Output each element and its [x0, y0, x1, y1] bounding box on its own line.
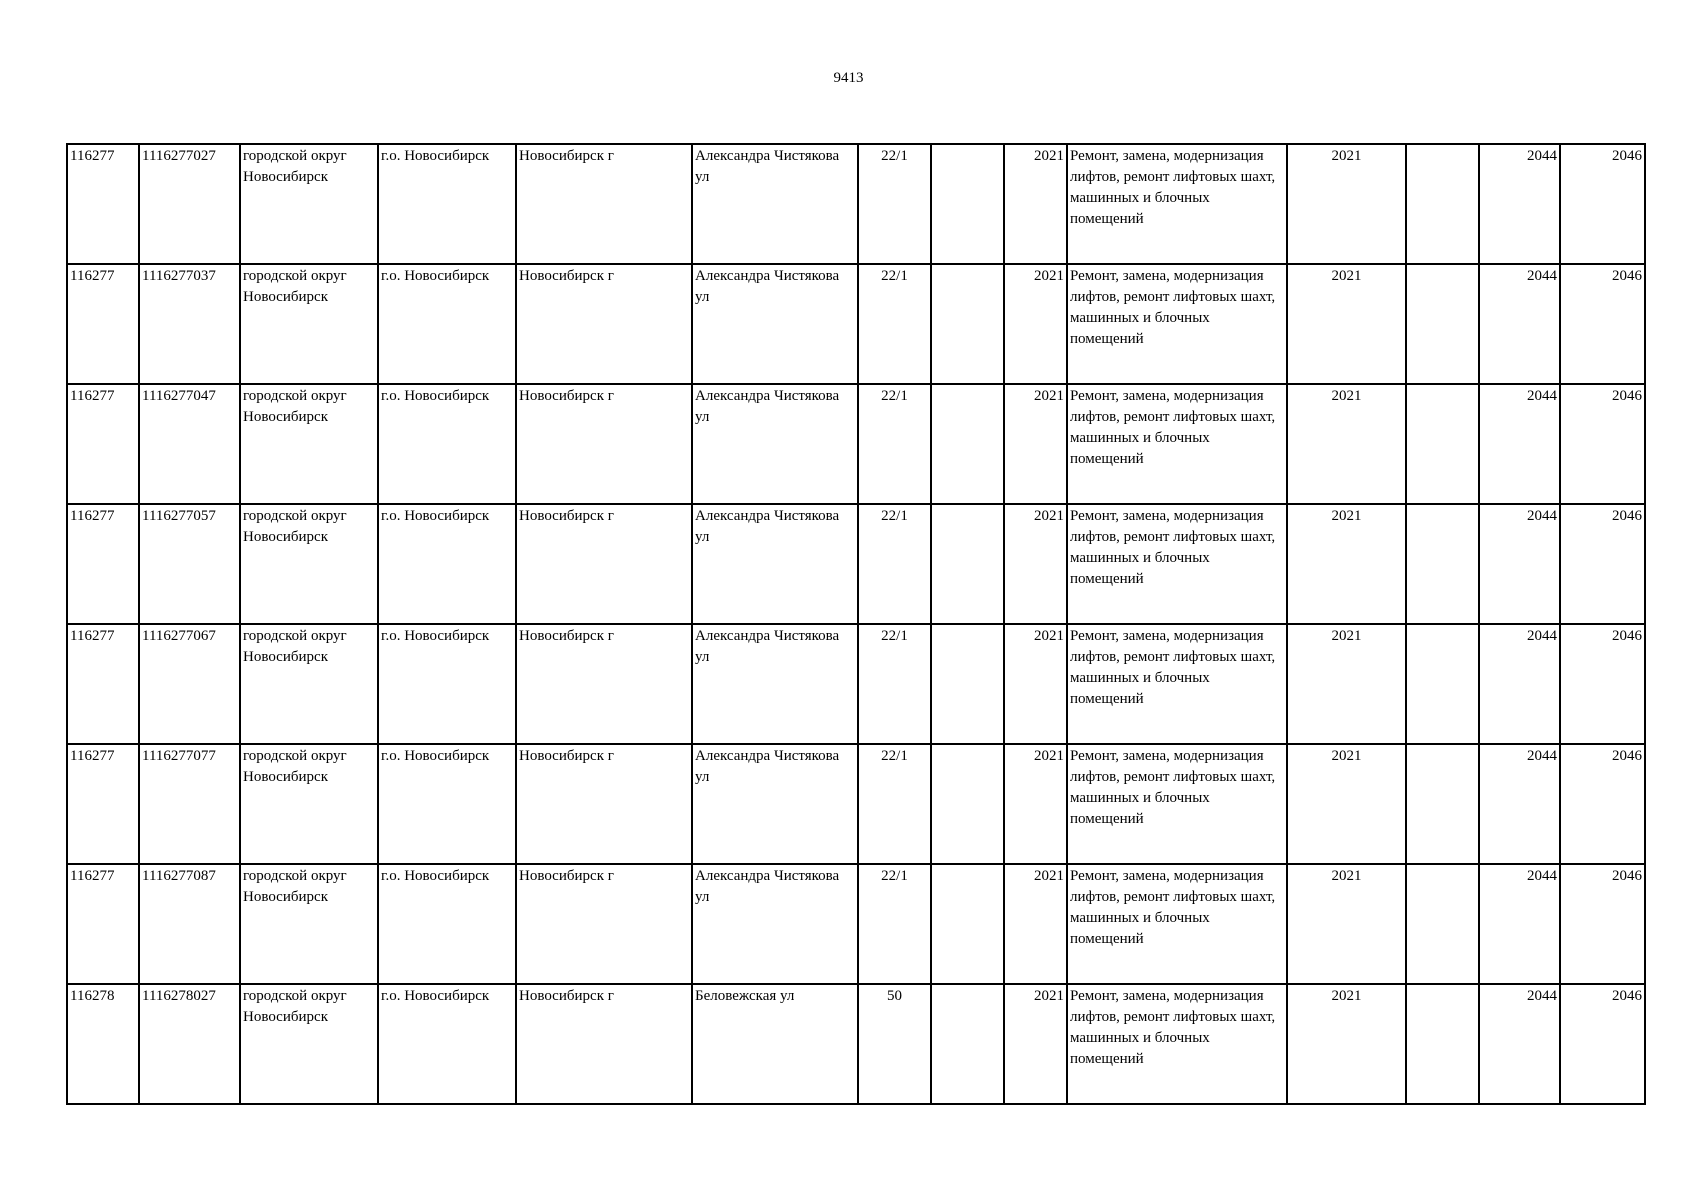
cell-work-type: Ремонт, замена, модернизация лифтов, ремонт лифтовых шахт, машинных и блочных помещений: [1067, 624, 1287, 744]
cell-street: Александра Чистякова ул: [692, 744, 858, 864]
cell-empty: [931, 504, 1004, 624]
cell-code: 1116277047: [139, 384, 240, 504]
cell-settlement: Новосибирск г: [516, 144, 692, 264]
cell-id: 116277: [67, 864, 139, 984]
cell-id: 116277: [67, 264, 139, 384]
cell-plan-year: 2021: [1287, 624, 1406, 744]
cell-empty: [931, 624, 1004, 744]
cell-municipality: г.о. Новосибирск: [378, 984, 516, 1104]
cell-id: 116277: [67, 384, 139, 504]
cell-house: 22/1: [858, 624, 931, 744]
cell-plan-year: 2021: [1287, 504, 1406, 624]
cell-code: 1116277027: [139, 144, 240, 264]
cell-district: городской округ Новосибирск: [240, 144, 378, 264]
table-row: [67, 384, 1645, 504]
cell-empty: [931, 744, 1004, 864]
cell-municipality: г.о. Новосибирск: [378, 864, 516, 984]
cell-code: 1116277087: [139, 864, 240, 984]
cell-empty: [1406, 264, 1479, 384]
cell-id: 116277: [67, 744, 139, 864]
cell-district: городской округ Новосибирск: [240, 624, 378, 744]
cell-code: 1116277037: [139, 264, 240, 384]
cell-district: городской округ Новосибирск: [240, 864, 378, 984]
cell-id: 116277: [67, 504, 139, 624]
cell-year-from: 2044: [1479, 624, 1560, 744]
cell-year: 2021: [1004, 144, 1067, 264]
cell-empty: [931, 984, 1004, 1104]
page-number: 9413: [833, 70, 864, 86]
cell-municipality: г.о. Новосибирск: [378, 744, 516, 864]
cell-empty: [1406, 504, 1479, 624]
cell-year-from: 2044: [1479, 504, 1560, 624]
cell-district: городской округ Новосибирск: [240, 504, 378, 624]
cell-empty: [1406, 984, 1479, 1104]
cell-house: 22/1: [858, 864, 931, 984]
cell-year-to: 2046: [1560, 144, 1645, 264]
cell-settlement: Новосибирск г: [516, 624, 692, 744]
cell-street: Александра Чистякова ул: [692, 624, 858, 744]
cell-house: 22/1: [858, 264, 931, 384]
cell-house: 22/1: [858, 384, 931, 504]
cell-year-to: 2046: [1560, 384, 1645, 504]
cell-empty: [1406, 384, 1479, 504]
cell-empty: [931, 264, 1004, 384]
cell-district: городской округ Новосибирск: [240, 264, 378, 384]
cell-municipality: г.о. Новосибирск: [378, 384, 516, 504]
cell-year: 2021: [1004, 984, 1067, 1104]
cell-code: 1116277067: [139, 624, 240, 744]
table-row: [67, 864, 1645, 984]
cell-street: Александра Чистякова ул: [692, 384, 858, 504]
cell-year-to: 2046: [1560, 264, 1645, 384]
cell-year: 2021: [1004, 624, 1067, 744]
cell-year-to: 2046: [1560, 504, 1645, 624]
cell-district: городской округ Новосибирск: [240, 984, 378, 1104]
cell-work-type: Ремонт, замена, модернизация лифтов, ремонт лифтовых шахт, машинных и блочных помещений: [1067, 144, 1287, 264]
cell-id: 116277: [67, 144, 139, 264]
cell-house: 22/1: [858, 744, 931, 864]
cell-empty: [931, 384, 1004, 504]
cell-id: 116278: [67, 984, 139, 1104]
cell-year-from: 2044: [1479, 264, 1560, 384]
table-row: [67, 264, 1645, 384]
cell-work-type: Ремонт, замена, модернизация лифтов, ремонт лифтовых шахт, машинных и блочных помещений: [1067, 984, 1287, 1104]
cell-year: 2021: [1004, 744, 1067, 864]
cell-year-to: 2046: [1560, 744, 1645, 864]
cell-settlement: Новосибирск г: [516, 864, 692, 984]
cell-year-from: 2044: [1479, 984, 1560, 1104]
cell-work-type: Ремонт, замена, модернизация лифтов, ремонт лифтовых шахт, машинных и блочных помещений: [1067, 264, 1287, 384]
cell-work-type: Ремонт, замена, модернизация лифтов, ремонт лифтовых шахт, машинных и блочных помещений: [1067, 864, 1287, 984]
cell-year-to: 2046: [1560, 864, 1645, 984]
cell-house: 50: [858, 984, 931, 1104]
table-row: [67, 144, 1645, 264]
registry-table: [66, 143, 1646, 1105]
cell-plan-year: 2021: [1287, 864, 1406, 984]
cell-plan-year: 2021: [1287, 384, 1406, 504]
cell-settlement: Новосибирск г: [516, 384, 692, 504]
table-row: [67, 504, 1645, 624]
cell-settlement: Новосибирск г: [516, 504, 692, 624]
cell-year-from: 2044: [1479, 864, 1560, 984]
cell-year: 2021: [1004, 384, 1067, 504]
cell-street: Александра Чистякова ул: [692, 504, 858, 624]
cell-municipality: г.о. Новосибирск: [378, 144, 516, 264]
cell-municipality: г.о. Новосибирск: [378, 504, 516, 624]
cell-year-to: 2046: [1560, 984, 1645, 1104]
cell-house: 22/1: [858, 144, 931, 264]
cell-settlement: Новосибирск г: [516, 744, 692, 864]
cell-work-type: Ремонт, замена, модернизация лифтов, ремонт лифтовых шахт, машинных и блочных помещений: [1067, 384, 1287, 504]
cell-year-from: 2044: [1479, 144, 1560, 264]
cell-year: 2021: [1004, 864, 1067, 984]
table-row: [67, 744, 1645, 864]
cell-year-from: 2044: [1479, 384, 1560, 504]
cell-municipality: г.о. Новосибирск: [378, 264, 516, 384]
cell-code: 1116277057: [139, 504, 240, 624]
cell-plan-year: 2021: [1287, 984, 1406, 1104]
cell-settlement: Новосибирск г: [516, 984, 692, 1104]
cell-empty: [1406, 864, 1479, 984]
cell-empty: [1406, 744, 1479, 864]
cell-year: 2021: [1004, 264, 1067, 384]
cell-municipality: г.о. Новосибирск: [378, 624, 516, 744]
cell-empty: [1406, 624, 1479, 744]
cell-street: Александра Чистякова ул: [692, 264, 858, 384]
table-row: [67, 984, 1645, 1104]
table-row: [67, 624, 1645, 744]
cell-code: 1116278027: [139, 984, 240, 1104]
cell-year-to: 2046: [1560, 624, 1645, 744]
cell-settlement: Новосибирск г: [516, 264, 692, 384]
cell-street: Александра Чистякова ул: [692, 144, 858, 264]
cell-work-type: Ремонт, замена, модернизация лифтов, ремонт лифтовых шахт, машинных и блочных помещений: [1067, 744, 1287, 864]
cell-plan-year: 2021: [1287, 744, 1406, 864]
cell-code: 1116277077: [139, 744, 240, 864]
cell-street: Александра Чистякова ул: [692, 864, 858, 984]
cell-id: 116277: [67, 624, 139, 744]
cell-work-type: Ремонт, замена, модернизация лифтов, ремонт лифтовых шахт, машинных и блочных помещений: [1067, 504, 1287, 624]
cell-plan-year: 2021: [1287, 264, 1406, 384]
cell-street: Беловежская ул: [692, 984, 858, 1104]
cell-empty: [1406, 144, 1479, 264]
cell-empty: [931, 144, 1004, 264]
cell-house: 22/1: [858, 504, 931, 624]
cell-year: 2021: [1004, 504, 1067, 624]
cell-district: городской округ Новосибирск: [240, 744, 378, 864]
cell-empty: [931, 864, 1004, 984]
cell-year-from: 2044: [1479, 744, 1560, 864]
cell-plan-year: 2021: [1287, 144, 1406, 264]
cell-district: городской округ Новосибирск: [240, 384, 378, 504]
table-body: [67, 144, 1645, 1104]
